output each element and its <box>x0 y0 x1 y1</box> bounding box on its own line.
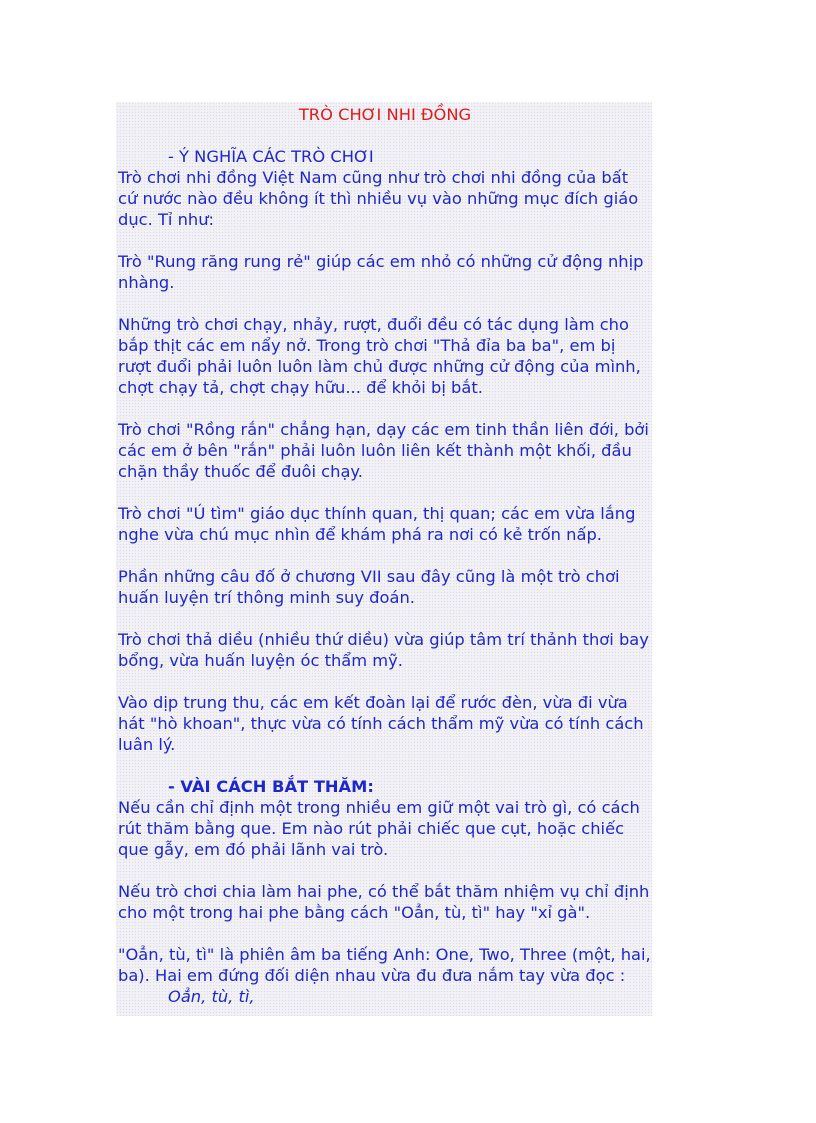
section-heading-meaning: - Ý NGHĨA CÁC TRÒ CHƠI <box>168 147 374 166</box>
paragraph: Trò chơi "Ú tìm" giáo dục thính quan, thị quan; các em vừa lắng nghe vừa chú mục nhìn để khám phá ra nơi có kẻ trốn nấp. <box>118 504 636 544</box>
paragraph: Trò chơi thả diều (nhiều thứ diều) vừa giúp tâm trí thảnh thơi bay bổng, vừa huấn luyện óc thẩm mỹ. <box>118 630 649 670</box>
paragraph: Trò chơi nhi đồng Việt Nam cũng như trò chơi nhi đồng của bất cứ nước nào đều không ít thì nhiều vụ vào những mục đích giáo dục. Tỉ như: <box>118 168 639 229</box>
paragraph: Nếu trò chơi chia làm hai phe, có thể bắt thăm nhiệm vụ chỉ định cho một trong hai phe bằng cách "Oẳn, tù, tì" hay "xỉ gà". <box>118 882 650 922</box>
paragraph: "Oẳn, tù, tì" là phiên âm ba tiếng Anh: One, Two, Three (một, hai, ba). Hai em đứng đối diện nhau vừa đu đưa nắm tay vừa đọc : <box>118 945 651 985</box>
verse-line: Oẳn, tù, tì, <box>168 987 255 1006</box>
paragraph: Nếu cần chỉ định một trong nhiều em giữ một vai trò gì, có cách rút thăm bằng que. Em nào rút phải chiếc que cụt, hoặc chiếc que gẫy, em đó phải lãnh vai trò. <box>118 798 640 859</box>
section-heading-drawing-lots: - VÀI CÁCH BẮT THĂM: <box>168 777 374 796</box>
paragraph: Trò chơi "Rồng rắn" chẳng hạn, dạy các em tinh thần liên đới, bởi các em ở bên "rắn" phải luôn luôn liên kết thành một khối, đầu chặn thầy thuốc để đuôi chạy. <box>118 420 649 481</box>
paragraph: Trò "Rung răng rung rẻ" giúp các em nhỏ có những cử động nhịp nhàng. <box>118 252 644 292</box>
document-title: TRÒ CHƠI NHI ĐỒNG <box>298 105 472 124</box>
paragraph: Phần những câu đố ở chương VII sau đây cũng là một trò chơi huấn luyện trí thông minh suy đoán. <box>118 567 620 607</box>
paragraph: Vào dịp trung thu, các em kết đoàn lại để rước đèn, vừa đi vừa hát "hò khoan", thực vừa có tính cách thẩm mỹ vừa có tính cách luân lý. <box>118 693 644 754</box>
document-panel <box>116 102 652 1016</box>
paragraph: Những trò chơi chạy, nhảy, rượt, đuổi đều có tác dụng làm cho bắp thịt các em nẩy nở. Trong trò chơi "Thả đỉa ba ba", em bị rượt đuổi phải luôn luôn làm chủ được những cử động của mình, chợt chạy tả, chợt chạy hữu... để khỏi bị bắt. <box>118 315 641 397</box>
